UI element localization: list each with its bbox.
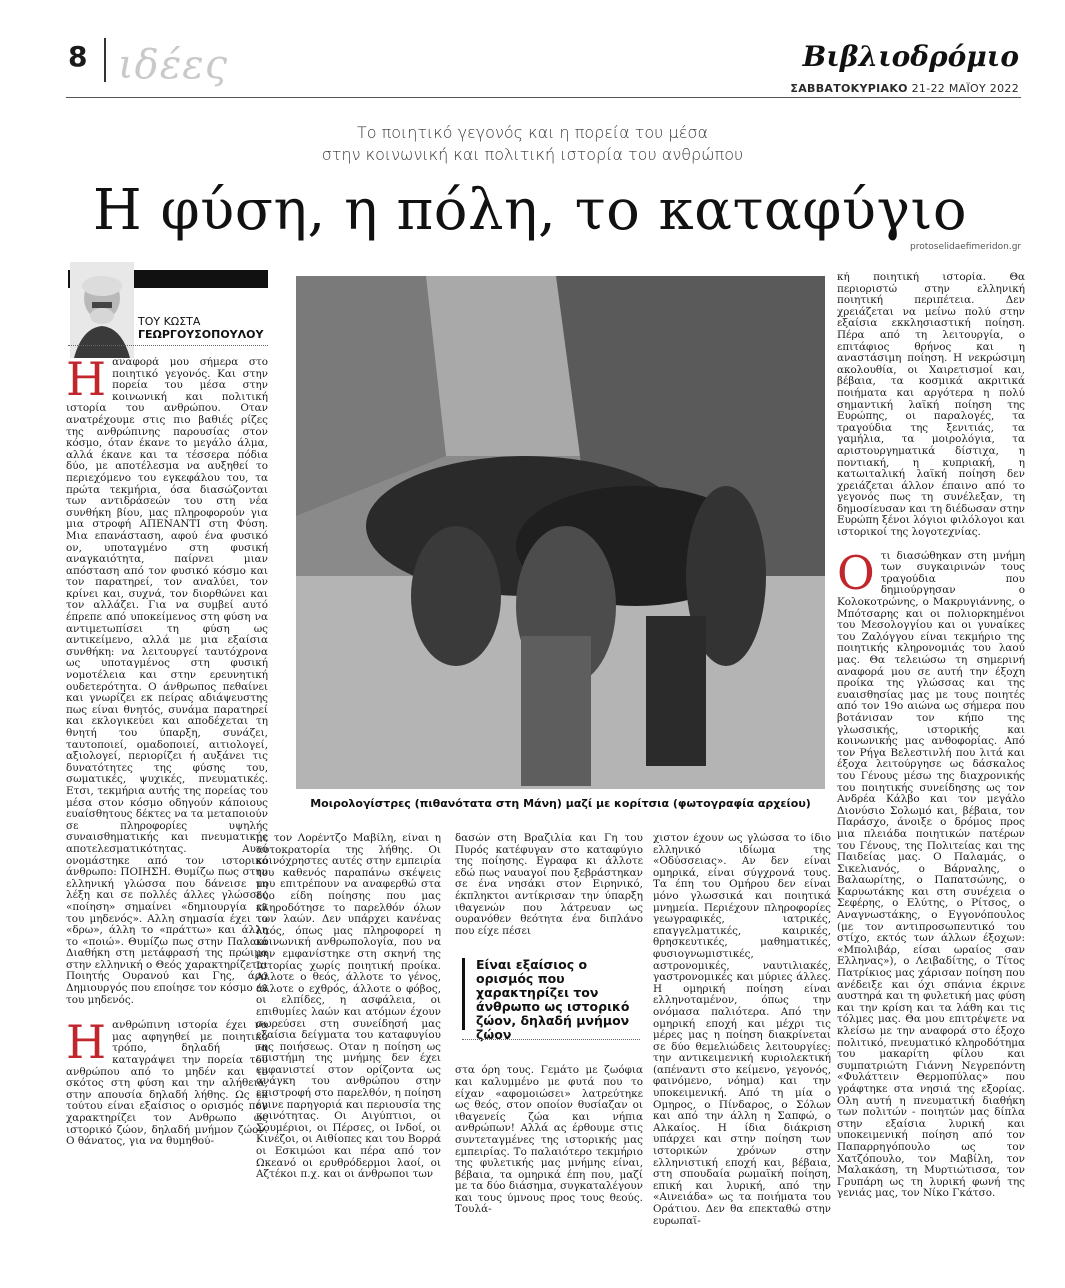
pull-quote-divider [462, 1039, 640, 1040]
mourners-photo-image [296, 276, 825, 789]
author-byline-prefix: ΤΟΥ ΚΩΣΤΑ [138, 315, 201, 328]
kicker-line-2: στην κοινωνική και πολιτική ιστορία του ανθρώπου [321, 145, 744, 164]
paragraph-history [66, 1015, 268, 1148]
article-column-2 [256, 833, 441, 1203]
paragraph-text: δασών στη Βραζιλία και Γη του Πυρός κατέφυγαν στο καταφύγιο της ποίησης. Εγραφα κι άλλοτε εδώ πως ναυαγοί που ξεβράστηκαν σε ένα νησάκι στον Ειρηνικό, έκπληκτοι αντίκρισαν την ύπαρξη ιθαγενών που λάτρευαν ως ουρανόθεν θεότητα ένα διπλάνο που είχε πέσει [455, 833, 643, 937]
author-name: ΓΕΩΡΓΟΥΣΟΠΟΥΛΟΥ [138, 328, 264, 341]
publication-date [790, 82, 1019, 95]
paragraph-text: στα όρη τους. Γεμάτο με ζωόφια και καλυμμένο με φυτά που το είχαν «αφομοιώσει» λατρεύτηκε ως θεός, στον οποίον θυσίαζαν οι ιθαγενείς ζώα και νήπια ανθρώπων! Αλλά ας έρθουμε στις συντεταγμένες της ιστορικής μας εμπειρίας. Το παλαιότερο τεκμήριο της φυλετικής μας μνήμης είναι, βέβαια, τα ομηρικά έπη που, μαζί με τα δύο διάσημα, συγκαταλέγουν και τους ύμνους προς τους θεούς. Τουλά- [455, 1064, 643, 1216]
publication-title: Βιβλιοδρόμιο [802, 40, 1019, 73]
dropcap: Ο [837, 545, 875, 600]
pull-quote [462, 958, 640, 1042]
paragraph-intro [66, 357, 268, 1006]
article-column-4 [653, 833, 831, 1233]
header-divider [104, 38, 106, 82]
paragraph-text: τι διασώθηκαν στη μνήμη των συγκαιρινών τους τραγούδια που δημιούργησαν ο Κολοκοτρώνης, ο Μακρυγιάννης, ο Μπότσαρης και οι πολιορκημένοι του Μεσολογγίου και οι γυναίκες του Ζαλόγγου είναι τεκμήριο της ποιητικής κληρονομιάς του λαού μας. Θα τελειώσω τη σημερινή αναφορά μου σε αυτή την έξοχη προίκα της γλώσσας και της ευαισθησίας μας με τους ποιητές από τον 19ο αιώνα ως σήμερα που βοτάνισαν τον κήπο της γλωσσικής, ιστορικής και κοινωνικής μας ανθοφορίας. Από τον Ρήγα Βελεστινλή που λιτά και έξοχα λειτούργησε ως δάσκαλος του Γένους μέσω της διαχρονικής του ποιητικής συνείδησης ως τον Ανδρέα Κάλβο και τον μεγάλο Διονύσιο Σολωμό και, βέβαια, τον Παράσχο, άνοιξε ο δρόμος προς μια πλειάδα ποιητικών πατέρων του Γένους, της Πολιτείας και της Παιδείας μας. Ο Παλαμάς, ο Σικελιανός, ο Βάρναλης, ο Βαλαωρίτης, ο Παπατσώνης, ο Καρυωτάκης και στη συνέχεια ο Σεφέρης, ο Ελύτης, ο Ρίτσος, ο Αναγνωστάκης, ο Εγγονόπουλος (με τον αντιπροσωπευτικό του στίχο, εκτός των άλλων έξοχων: «Μπολιβάρ, είσαι ωραίος σαν Ελληνας»), ο Λειβαδίτης, ο Τίτος Πατρίκιος μας χάρισαν ποίηση που ανέδειξε και όχι σπάνια έκρινε αυστηρά και τη φυλετική μας φύση και την κρίση και τα λάθη και τις τόλμες μας. Θα μου επιτρέψετε να κλείσω με την αναφορά στο έξοχο πολιτικό, πνευματικό κληροδότημα του μακαρίτη φίλου και συμπατριώτη Γιάννη Νεγρεπόντη «Φυλάττειν Θερμοπύλας» που γράφτηκε στα νησιά της εξορίας. Ολη αυτή η πνευματική διαθήκη των πολιτών - ποιητών μας δίπλα στην εξαίσια λυρική και υποκειμενική ποίηση από τον Παπαρρηγόπουλο ως τον Χατζόπουλο, τον Μαβίλη, τον Μαλακάση, τη Μυρτιώτισσα, τον Γρυπάρη ως τη λυρική φωνή της γενιάς μας, τον Νίκο Γκάτσο. [837, 549, 1025, 1200]
author-photo [70, 262, 134, 358]
paragraph-text: χιστον έχουν ως γλώσσα το ίδιο ελληνικό ιδίωμα της «Οδύσσειας». Αν δεν είναι ομηρικά, είναι σύγχρονά τους. Τα έπη του Ομήρου δεν είναι μόνο γλωσσικά και ποιητικά μνημεία. Περιέχουν πληροφορίες γεωγραφικές, ιατρικές, επαγγελματικές, καιρικές, θρησκευτικές, μαθηματικές, φυσιογνωμιστικές, αστρονομικές, ναυτιλιακές, γαστρονομικές και μύριες άλλες. Η ομηρική ποίηση είναι ελληνοταμένον, όπως την ονόμασα παλιότερα. Από την ομηρική εποχή και μέχρι τις μέρες μας η ποίηση διακρίνεται σε δύο θεμελιώδεις λειτουργίες: την αντικειμενική κυριολεκτική (απέναντι στο κείμενο, γεγονός, φαινόμενο, νόημα) και την υποκειμενική. Από τη μία ο Ομηρος, ο Πίνδαρος, ο Σόλων και από την άλλη η Σαπφώ, ο Αλκαίος. Η ίδια διάκριση υπάρχει και στην ποίηση των ιστορικών χρόνων στην ελληνιστική εποχή και, βέβαια, στη σπουδαία ρωμαϊκή ποίηση, επική και λυρική, από την «Αινειάδα» ως τα ποιήματα του Οράτιου. Δεν θα επεκταθώ στην ευρωπαϊ- [653, 833, 831, 1227]
pull-quote-bar [462, 958, 465, 1030]
source-watermark: protoselidaefimeridon.gr [910, 242, 1022, 252]
issue-date: 21-22 ΜΑΪΟΥ 2022 [911, 82, 1019, 95]
article-column-1 [66, 357, 268, 1244]
paragraph-text: ανθρώπινη ιστορία έχει να μας αφηγηθεί με ποιητικό τρόπο, δηλαδή να καταγράψει την πορεία του ανθρώπου από το μηδέν και το σκότος στη φύση και την αλήθεια, στην απουσία δηλαδή λήθης. Ως εκ τούτου είναι εξαίσιος ο ορισμός που χαρακτηρίζει τον Ανθρωπο ως ιστορικό ζώον, δηλαδή μνήμον ζώον. Ο θάνατος, για να θυμηθού- [66, 1019, 268, 1148]
dropcap: Η [66, 1015, 107, 1070]
paragraph-text: με τον Λορέντζο Μαβίλη, είναι η αυτοκρατορία της λήθης. Οι κοινόχρηστες αυτές στην εμπειρία του καθενός παραπάνω σκέψεις μου επιτρέπουν να αναφερθώ στα δύο είδη ποίησης που μας κληροδότησε το παρελθόν όλων των λαών. Δεν υπάρχει κανένας λαός, όπως μας πληροφορεί η κοινωνική ανθρωπολογία, που να μην εμφανίστηκε στη σκηνή της Ιστορίας χωρίς ποιητική προίκα. Αλλοτε ο θεός, άλλοτε το γένος, άλλοτε ο εχθρός, άλλοτε ο φόβος, οι ελπίδες, η ασφάλεια, οι επιθυμίες λαών και ατόμων έχουν σωρεύσει στη συνείδησή μας εξαίσια δείγματα του καταφυγίου της ποιήσεως. Οταν η ποίηση ως επιστήμη της μνήμης δεν έχει εμφανιστεί στον ορίζοντα ως ανάγκη του ανθρώπου στην επιστροφή στο παρελθόν, η ποίηση έγινε παρηγοριά και περιουσία της κοινότητας. Οι Αιγύπτιοι, οι Σουμέριοι, οι Πέρσες, οι Ινδοί, οι Κινέζοι, οι Αιθίοπες και του Βορρά οι Εσκιμώοι και πέρα από τον Ωκεανό οι ερυθρόδερμοι λαοί, οι Αζτέκοι π.χ. και οι άνθρωποι των [256, 833, 441, 1181]
article-kicker [180, 122, 885, 166]
photo-caption: Μοιρολογίστρες (πιθανότατα στη Μάνη) μαζί με κορίτσια (φωτογραφία αρχείου) [310, 797, 811, 810]
author-portrait-image [70, 262, 134, 358]
paragraph-conclusion [837, 545, 1025, 1200]
kicker-line-1: Το ποιητικό γεγονός και η πορεία του μέσα [356, 123, 709, 142]
edition-label: ΣΑΒΒΑΤΟΚΥΡΙΑΚΟ [790, 82, 908, 95]
article-photo [296, 276, 825, 789]
dropcap: Η [66, 357, 107, 406]
article-column-5 [837, 272, 1025, 1227]
page-number: 8 [68, 40, 88, 73]
header-rule [66, 97, 1021, 98]
paragraph-text: αναφορά μου σήμερα στο ποιητικό γεγονός. Και στην πορεία του μέσα στην κοινωνική και πολιτική ιστορία του ανθρώπου. Οταν ανατρέχουμε στις πιο βαθιές ρίζες της ανθρώπινης παρουσίας στον κόσμο, όταν έκανε το μεγάλο άλμα, αλλά έκανε και τα τέσσερα πόδια δύο, με αποτέλεσμα να αυξηθεί το περιεχόμενο του εγκεφάλου του, τα πρώτα τεκμήρια, όσα διασώζονται των αντιδράσεών του στη νέα συνθήκη βίου, μας πληροφορούν για μια στροφή ΑΠΕΝΑΝΤΙ στη Φύση. Μια επανάσταση, αφού ένα φυσικό ον, υποταγμένο στη φυσική αναγκαιότητα, παίρνει μιαν απόσταση από τον φυσικό κόσμο και τον παρατηρεί, τον αναλύει, τον κρίνει και, συχνά, τον διορθώνει και τον αλλάζει. Για να συμβεί αυτό έπρεπε από υποκείμενος στη φύση να αντιμετωπίσει τη φύση ως αντικείμενο, αλλά με μια εξαίσια συνθήκη: να λειτουργεί ταυτόχρονα ως υποταγμένος στη φυσική νομοτέλεια και στην ερευνητική ουδετερότητα. Ο άνθρωπος πεθαίνει και γνωρίζει εκ πείρας αδιάψευστης πως είναι θνητός, συνάμα παρατηρεί και εκλογικεύει και αποδέχεται τη θνητή του ύπαρξη, συνάζει, ταυτοποιεί, ομαδοποιεί, αιτιολογεί, αξιολογεί, περιορίζει ή αυξάνει τις δυνατότητες της φύσης του, σωματικές, ψυχικές, πνευματικές. Ετσι, τεκμήρια αυτής της πορείας του μέσα στον κόσμο οδηγούν κάποιους ευαίσθητους δέκτες να τα μεταποιούν σε πληροφορίες υψηλής συναισθηματικής και πνευματικής αποτελεσματικότητας. Αυτό ονομάστηκε από τον ιστορικό άνθρωπο: ΠΟΙΗΣΗ. Θυμίζω πως στην ελληνική γλώσσα που δάνεισε τη λέξη και σε πολλές άλλες γλώσσες «ποίηση» σημαίνει «δημιουργία εκ του μηδενός». Αλλη σημασία έχει το «δρω», άλλη το «πράττω» και άλλη το «ποιώ». Θυμίζω πως στην Παλαιά Διαθήκη στη μετάφρασή της πρώιμα στην ελληνική ο Θεός χαρακτηρίζεται Ποιητής Ουρανού και Γης, άρα Δημιουργός που εποίησε τον κόσμο εκ του μηδενός. [66, 357, 268, 1006]
article-headline: Η φύση, η πόλη, το καταφύγιο [92, 178, 968, 243]
author-divider [68, 345, 268, 346]
paragraph-text: κή ποιητική ιστορία. Θα περιοριστώ στην ελληνική ποιητική περιπέτεια. Δεν χρειάζεται να μείνω πολύ στην εξαίσια εκκλησιαστική ποίηση. Πέρα από τη λειτουργία, ο επιτάφιος θρήνος και η αναστάσιμη ποίηση. Η νεκρώσιμη ακολουθία, οι Χαιρετισμοί και, βέβαια, τα κοσμικά ακριτικά ποιήματα και αργότερα η πολύ σημαντική λαϊκή ποίηση της Ευρώπης, οι παραλογές, τα τραγούδια της ξενιτιάς, τα γαμήλια, τα μοιρολόγια, τα αριστουργηματικά δίστιχα, η ποντιακή, η κυπριακή, η κατωιταλική λαϊκή ποίηση δεν χρειάζεται άλλον έπαινο από το γεγονός πως τη συνέλεξαν, τη δημοσίευσαν και τη διέδωσαν στην Ευρώπη ξένοι λόγιοι φιλόλογοι και ιστορικοί της λογοτεχνίας. [837, 272, 1025, 539]
pull-quote-text: Είναι εξαίσιος ο ορισμός που χαρακτηρίζει τον άνθρωπο ως ιστορικό ζώον, δηλαδή μνήμον ζώον [476, 957, 630, 1042]
section-title: ιδέες [118, 42, 229, 88]
